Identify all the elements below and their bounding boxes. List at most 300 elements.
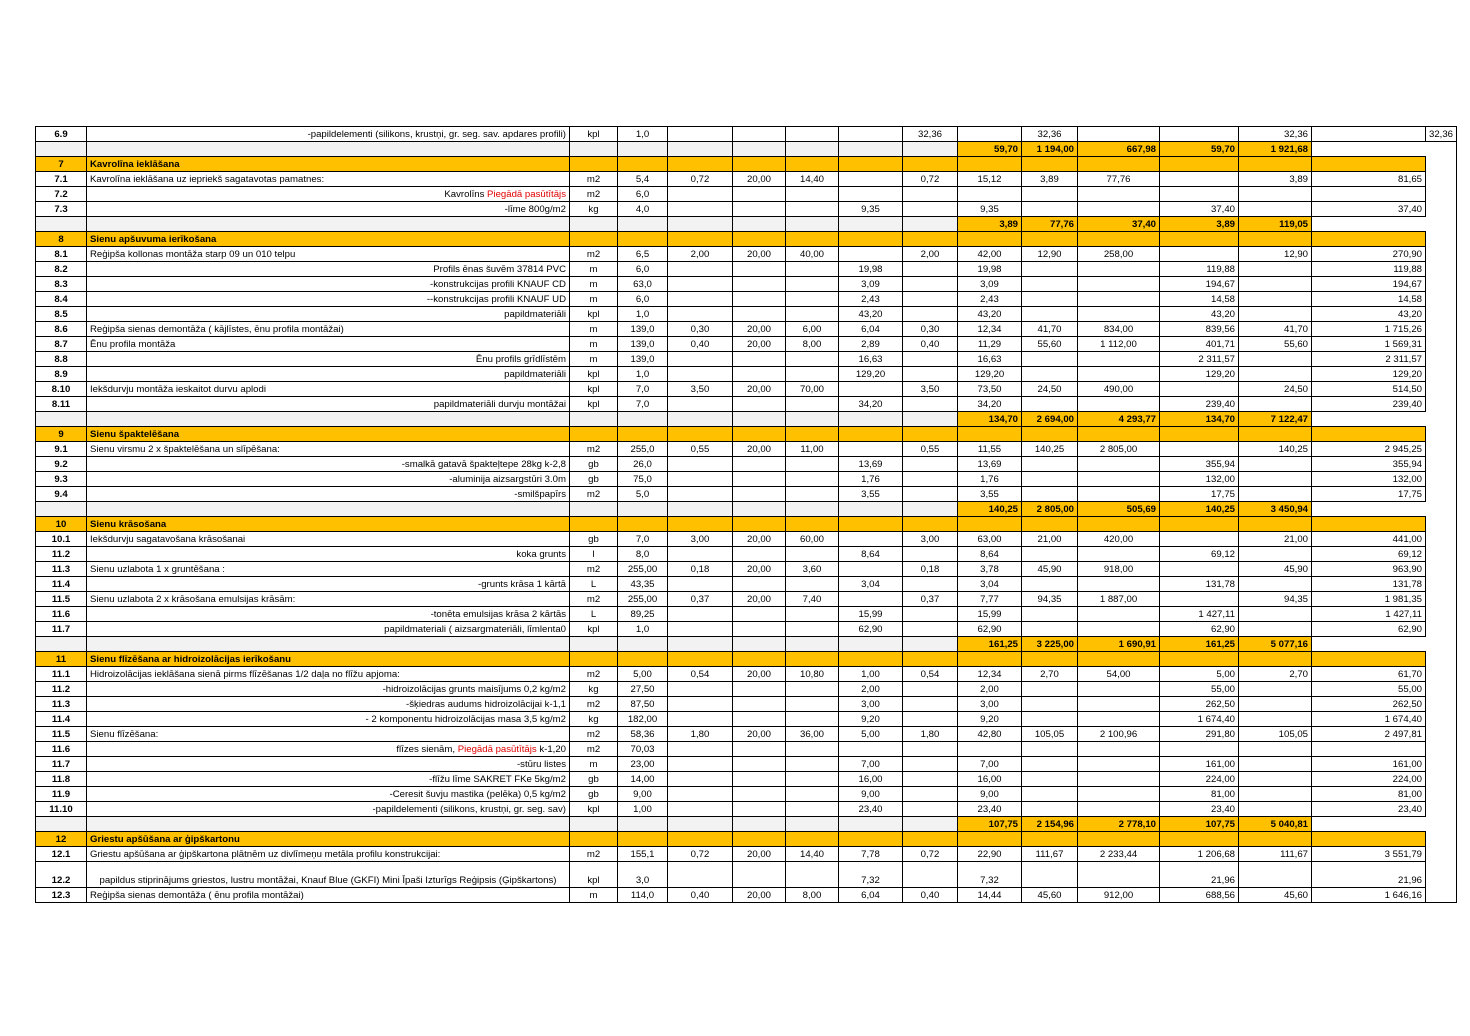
subtotal-value: 3,89: [1160, 217, 1239, 232]
value-cell: [733, 547, 786, 562]
value-cell: [668, 352, 733, 367]
description-text: -konstrukcijas profili KNAUF CD: [430, 279, 566, 290]
value-cell: 3,00: [668, 532, 733, 547]
description-text: -līme 800g/m2: [504, 204, 566, 215]
value-cell: 81,00: [1160, 787, 1239, 802]
value-cell: 43,20: [839, 307, 903, 322]
empty-cell: [1078, 232, 1160, 247]
value-cell: [1239, 787, 1312, 802]
subtotal-row: [36, 817, 1457, 832]
value-cell: [903, 352, 958, 367]
value-cell: 262,50: [1312, 697, 1426, 712]
quantity: 139,0: [618, 352, 668, 367]
section-title: Kavrolīna ieklāšana: [87, 157, 570, 172]
value-cell: 1,76: [839, 472, 903, 487]
value-cell: 105,05: [1022, 727, 1078, 742]
value-cell: [786, 397, 839, 412]
item-description: [87, 682, 570, 697]
value-cell: [1022, 712, 1078, 727]
value-cell: [733, 262, 786, 277]
description-text: flīzes sienām,: [396, 744, 458, 755]
item-description: [87, 592, 570, 607]
value-cell: [668, 622, 733, 637]
empty-cell: [618, 637, 668, 652]
value-cell: 9,20: [839, 712, 903, 727]
empty-cell: [87, 142, 570, 157]
table-row: [36, 622, 1457, 637]
value-cell: [786, 577, 839, 592]
empty-cell: [786, 232, 839, 247]
empty-cell: [958, 652, 1022, 667]
item-description: [87, 457, 570, 472]
empty-cell: [1078, 157, 1160, 172]
value-cell: 239,40: [1160, 397, 1239, 412]
table-row: [36, 682, 1457, 697]
table-row: [36, 187, 1457, 202]
subtotal-value: 5 040,81: [1239, 817, 1312, 832]
value-cell: [903, 292, 958, 307]
item-number: 9.4: [36, 487, 87, 502]
empty-cell: [786, 217, 839, 232]
empty-cell: [903, 817, 958, 832]
value-cell: 55,60: [1022, 337, 1078, 352]
empty-cell: [733, 157, 786, 172]
table-row: [36, 127, 1457, 142]
value-cell: [1160, 742, 1239, 757]
quantity: 23,00: [618, 757, 668, 772]
value-cell: [903, 622, 958, 637]
value-cell: 23,40: [958, 802, 1022, 817]
empty-cell: [1022, 652, 1078, 667]
description-text: -smalkā gatavā špakteļtepe 28kg k-2,8: [401, 459, 566, 470]
table-row: [36, 397, 1457, 412]
value-cell: [668, 307, 733, 322]
value-cell: 45,60: [1022, 888, 1078, 903]
empty-cell: [958, 517, 1022, 532]
unit: m: [570, 262, 618, 277]
value-cell: [733, 202, 786, 217]
value-cell: 129,20: [958, 367, 1022, 382]
value-cell: 9,20: [958, 712, 1022, 727]
value-cell: [1078, 397, 1160, 412]
empty-cell: [668, 517, 733, 532]
value-cell: 3,50: [903, 382, 958, 397]
value-cell: [668, 577, 733, 592]
empty-cell: [903, 517, 958, 532]
value-cell: [668, 862, 733, 888]
value-cell: [1239, 712, 1312, 727]
item-description: [87, 757, 570, 772]
value-cell: [903, 262, 958, 277]
unit: m2: [570, 442, 618, 457]
table-row: [36, 712, 1457, 727]
value-cell: 20,00: [733, 322, 786, 337]
value-cell: 20,00: [733, 888, 786, 903]
value-cell: [1022, 757, 1078, 772]
empty-cell: [903, 502, 958, 517]
value-cell: [839, 247, 903, 262]
item-number: 6.9: [36, 127, 87, 142]
section-title: Sienu krāsošana: [87, 517, 570, 532]
value-cell: [903, 862, 958, 888]
value-cell: [1160, 532, 1239, 547]
value-cell: [903, 802, 958, 817]
value-cell: [1022, 607, 1078, 622]
table-row: [36, 772, 1457, 787]
value-cell: 24,50: [1022, 382, 1078, 397]
value-cell: 17,75: [1312, 487, 1426, 502]
unit: kpl: [570, 862, 618, 888]
value-cell: 23,40: [1312, 802, 1426, 817]
value-cell: [786, 262, 839, 277]
empty-cell: [1312, 832, 1426, 847]
description-text: -papildelementi (silikons, krustņi, gr. seg. sav. apdares profili): [307, 129, 566, 140]
empty-cell: [1312, 427, 1426, 442]
value-cell: [903, 712, 958, 727]
value-cell: 21,96: [1312, 862, 1426, 888]
value-cell: 3,09: [839, 277, 903, 292]
value-cell: 7,32: [839, 862, 903, 888]
item-number: 8.7: [36, 337, 87, 352]
value-cell: [786, 472, 839, 487]
unit: kpl: [570, 622, 618, 637]
value-cell: 13,69: [839, 457, 903, 472]
empty-cell: [1239, 157, 1312, 172]
value-cell: 3,55: [839, 487, 903, 502]
item-number: 11.6: [36, 742, 87, 757]
description-text: Ēnu profils grīdlīstēm: [475, 354, 566, 365]
item-description: [87, 802, 570, 817]
description-text: -tonēta emulsijas krāsa 2 kārtās: [430, 609, 566, 620]
empty-cell: [668, 652, 733, 667]
value-cell: 2 945,25: [1312, 442, 1426, 457]
empty-cell: [87, 817, 570, 832]
empty-cell: [570, 232, 618, 247]
description-text: papildmateriāli durvju montāžai: [433, 399, 566, 410]
value-cell: 77,76: [1078, 172, 1160, 187]
empty-cell: [1239, 427, 1312, 442]
value-cell: 7,78: [839, 847, 903, 862]
value-cell: [1312, 127, 1426, 142]
unit: m2: [570, 727, 618, 742]
subtotal-value: 134,70: [1160, 412, 1239, 427]
item-description: [87, 397, 570, 412]
value-cell: 2,00: [839, 682, 903, 697]
value-cell: 3 551,79: [1312, 847, 1426, 862]
value-cell: 34,20: [839, 397, 903, 412]
value-cell: [668, 547, 733, 562]
table-row: [36, 322, 1457, 337]
value-cell: [733, 787, 786, 802]
value-cell: 0,55: [668, 442, 733, 457]
table-row: [36, 532, 1457, 547]
value-cell: 834,00: [1078, 322, 1160, 337]
value-cell: 401,71: [1160, 337, 1239, 352]
empty-cell: [618, 817, 668, 832]
value-cell: [786, 367, 839, 382]
value-cell: 0,18: [903, 562, 958, 577]
unit: m: [570, 322, 618, 337]
empty-cell: [1022, 427, 1078, 442]
item-number: 11.3: [36, 562, 87, 577]
value-cell: [1239, 262, 1312, 277]
value-cell: 2 805,00: [1078, 442, 1160, 457]
value-cell: 3,04: [958, 577, 1022, 592]
value-cell: [903, 457, 958, 472]
value-cell: [1022, 547, 1078, 562]
value-cell: 37,40: [1312, 202, 1426, 217]
section-number: 8: [36, 232, 87, 247]
value-cell: [1022, 682, 1078, 697]
section-number: 9: [36, 427, 87, 442]
empty-cell: [618, 217, 668, 232]
subtotal-value: 1 194,00: [1022, 142, 1078, 157]
unit: kg: [570, 712, 618, 727]
description-text: Iekšdurvju sagatavošana krāsošanai: [90, 534, 246, 545]
value-cell: 12,34: [958, 322, 1022, 337]
value-cell: [668, 262, 733, 277]
table-row: [36, 592, 1457, 607]
value-cell: 1 427,11: [1160, 607, 1239, 622]
value-cell: [1239, 352, 1312, 367]
value-cell: [903, 277, 958, 292]
item-number: 12.1: [36, 847, 87, 862]
subtotal-value: 3 225,00: [1022, 637, 1078, 652]
item-description: [87, 667, 570, 682]
subtotal-value: 1 921,68: [1239, 142, 1312, 157]
item-number: 8.10: [36, 382, 87, 397]
value-cell: 62,90: [839, 622, 903, 637]
value-cell: [1078, 787, 1160, 802]
quantity: 1,0: [618, 622, 668, 637]
value-cell: [786, 622, 839, 637]
quantity: 7,0: [618, 532, 668, 547]
item-number: 8.2: [36, 262, 87, 277]
table-row: [36, 457, 1457, 472]
subtotal-value: 4 293,77: [1078, 412, 1160, 427]
value-cell: 23,40: [1160, 802, 1239, 817]
item-number: 11.3: [36, 697, 87, 712]
item-number: 8.4: [36, 292, 87, 307]
value-cell: [733, 457, 786, 472]
value-cell: [1022, 202, 1078, 217]
value-cell: 0,72: [668, 847, 733, 862]
value-cell: [733, 487, 786, 502]
empty-cell: [618, 502, 668, 517]
value-cell: 119,88: [1312, 262, 1426, 277]
value-cell: [668, 772, 733, 787]
value-cell: [1160, 172, 1239, 187]
quantity: 182,00: [618, 712, 668, 727]
empty-cell: [618, 427, 668, 442]
empty-cell: [1160, 832, 1239, 847]
item-number: 7.3: [36, 202, 87, 217]
value-cell: [903, 787, 958, 802]
empty-cell: [668, 817, 733, 832]
description-text: --konstrukcijas profili KNAUF UD: [426, 294, 566, 305]
value-cell: 7,00: [839, 757, 903, 772]
table-row: [36, 847, 1457, 862]
value-cell: 2,00: [958, 682, 1022, 697]
section-title: Sienu apšuvuma ierīkošana: [87, 232, 570, 247]
value-cell: 12,90: [1022, 247, 1078, 262]
item-number: 12.3: [36, 888, 87, 903]
value-cell: [903, 697, 958, 712]
table-row: [36, 307, 1457, 322]
description-text: -hidroizolācijas grunts maisījums 0,2 kg/m2: [382, 684, 566, 695]
unit: L: [570, 577, 618, 592]
table-row: [36, 247, 1457, 262]
quantity: 5,0: [618, 487, 668, 502]
value-cell: [733, 292, 786, 307]
value-cell: [1022, 367, 1078, 382]
empty-cell: [786, 412, 839, 427]
value-cell: 43,20: [1160, 307, 1239, 322]
quantity: 27,50: [618, 682, 668, 697]
empty-cell: [1312, 652, 1426, 667]
subtotal-value: 161,25: [1160, 637, 1239, 652]
item-description: [87, 577, 570, 592]
value-cell: 0,72: [903, 172, 958, 187]
empty-cell: [668, 637, 733, 652]
value-cell: 45,90: [1022, 562, 1078, 577]
supplier-note: Piegādā pasūtītājs: [457, 744, 537, 755]
empty-cell: [1078, 652, 1160, 667]
value-cell: 14,58: [1312, 292, 1426, 307]
empty-cell: [668, 832, 733, 847]
unit: kg: [570, 202, 618, 217]
empty-cell: [733, 502, 786, 517]
quantity: 255,00: [618, 562, 668, 577]
empty-cell: [570, 637, 618, 652]
value-cell: [1239, 862, 1312, 888]
value-cell: [1022, 457, 1078, 472]
description-text: papildmateriāli: [504, 309, 566, 320]
item-description: [87, 127, 570, 142]
empty-cell: [570, 217, 618, 232]
unit: l: [570, 547, 618, 562]
value-cell: [1239, 607, 1312, 622]
value-cell: [733, 607, 786, 622]
item-description: [87, 337, 570, 352]
item-description: [87, 172, 570, 187]
value-cell: [733, 307, 786, 322]
unit: kpl: [570, 802, 618, 817]
empty-cell: [733, 517, 786, 532]
value-cell: 14,40: [786, 847, 839, 862]
value-cell: [1160, 382, 1239, 397]
value-cell: [1160, 592, 1239, 607]
item-description: [87, 727, 570, 742]
empty-cell: [618, 412, 668, 427]
table-row: [36, 277, 1457, 292]
empty-cell: [786, 502, 839, 517]
value-cell: 140,25: [1239, 442, 1312, 457]
empty-cell: [786, 652, 839, 667]
value-cell: [733, 277, 786, 292]
value-cell: 3,89: [1239, 172, 1312, 187]
empty-cell: [786, 637, 839, 652]
value-cell: 262,50: [1160, 697, 1239, 712]
item-description: [87, 292, 570, 307]
value-cell: [1078, 457, 1160, 472]
table-row: [36, 487, 1457, 502]
section-header-row: [36, 427, 1457, 442]
value-cell: [839, 742, 903, 757]
value-cell: [1312, 187, 1426, 202]
value-cell: 7,40: [786, 592, 839, 607]
unit: kpl: [570, 127, 618, 142]
table-row: [36, 667, 1457, 682]
empty-cell: [903, 412, 958, 427]
subtotal-value: 59,70: [1160, 142, 1239, 157]
unit: gb: [570, 532, 618, 547]
unit: m2: [570, 187, 618, 202]
item-description: [87, 247, 570, 262]
value-cell: 1 427,11: [1312, 607, 1426, 622]
description-text: koka grunts: [516, 549, 566, 560]
value-cell: 10,80: [786, 667, 839, 682]
item-number: 11.8: [36, 772, 87, 787]
value-cell: 81,00: [1312, 787, 1426, 802]
empty-cell: [1160, 652, 1239, 667]
value-cell: 6,04: [839, 888, 903, 903]
value-cell: 11,55: [958, 442, 1022, 457]
unit: m2: [570, 172, 618, 187]
value-cell: 0,72: [903, 847, 958, 862]
value-cell: 20,00: [733, 382, 786, 397]
value-cell: 441,00: [1312, 532, 1426, 547]
value-cell: [1312, 742, 1426, 757]
value-cell: [1160, 562, 1239, 577]
value-cell: [1022, 787, 1078, 802]
value-cell: [1078, 367, 1160, 382]
value-cell: 17,75: [1160, 487, 1239, 502]
value-cell: 8,64: [839, 547, 903, 562]
quantity: 1,00: [618, 802, 668, 817]
value-cell: 9,35: [839, 202, 903, 217]
item-number: 7.2: [36, 187, 87, 202]
value-cell: 131,78: [1160, 577, 1239, 592]
empty-cell: [1022, 832, 1078, 847]
subtotal-value: 2 778,10: [1078, 817, 1160, 832]
empty-cell: [1160, 157, 1239, 172]
value-cell: [668, 187, 733, 202]
empty-cell: [570, 157, 618, 172]
section-header-row: [36, 832, 1457, 847]
subtotal-value: 140,25: [958, 502, 1022, 517]
empty-cell: [618, 142, 668, 157]
unit: gb: [570, 787, 618, 802]
description-text: -Ceresit šuvju mastika (pelēka) 0,5 kg/m2: [389, 789, 566, 800]
subtotal-value: 2 694,00: [1022, 412, 1078, 427]
value-cell: 3,00: [903, 532, 958, 547]
quantity: 3,0: [618, 862, 668, 888]
value-cell: 20,00: [733, 847, 786, 862]
unit: gb: [570, 772, 618, 787]
value-cell: 1 646,16: [1312, 888, 1426, 903]
value-cell: 11,00: [786, 442, 839, 457]
subtotal-value: 119,05: [1239, 217, 1312, 232]
value-cell: [1078, 862, 1160, 888]
table-row: [36, 172, 1457, 187]
empty-cell: [733, 217, 786, 232]
quantity: 4,0: [618, 202, 668, 217]
quantity: 63,0: [618, 277, 668, 292]
section-title: Sienu flīzēšana ar hidroizolācijas ierīkošanu: [87, 652, 570, 667]
empty-cell: [733, 427, 786, 442]
value-cell: [733, 862, 786, 888]
